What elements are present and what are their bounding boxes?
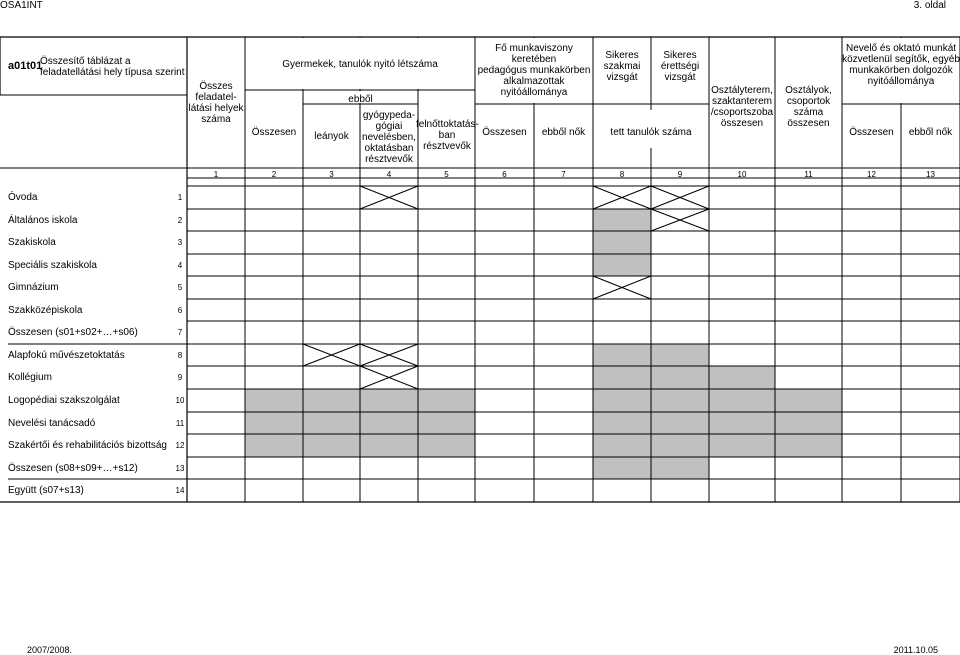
disabled-cell xyxy=(418,412,475,434)
disabled-cell xyxy=(593,254,651,276)
row-number: 4 xyxy=(177,261,183,270)
data-entry-cell[interactable] xyxy=(843,255,900,275)
row-number: 12 xyxy=(175,441,185,450)
data-entry-cell[interactable] xyxy=(710,187,774,208)
data-entry-cell[interactable] xyxy=(710,322,774,343)
col-header-2: Összesen xyxy=(251,127,297,138)
data-entry-cell[interactable] xyxy=(188,390,244,411)
data-entry-cell[interactable] xyxy=(361,232,417,253)
disabled-cell xyxy=(245,412,303,434)
data-entry-cell[interactable] xyxy=(902,345,959,365)
column-number: 6 xyxy=(502,170,507,179)
disabled-cell xyxy=(651,412,709,434)
data-entry-cell[interactable] xyxy=(710,255,774,275)
data-entry-cell[interactable] xyxy=(188,300,244,320)
column-number: 12 xyxy=(867,170,876,179)
data-entry-cell[interactable] xyxy=(535,435,592,456)
disabled-cell xyxy=(651,434,709,457)
data-entry-cell[interactable] xyxy=(476,345,533,365)
data-entry-cell[interactable] xyxy=(304,187,359,208)
data-entry-cell[interactable] xyxy=(902,277,959,298)
data-entry-cell[interactable] xyxy=(361,300,417,320)
data-entry-cell[interactable] xyxy=(652,480,708,501)
row-number: 5 xyxy=(177,283,183,292)
disabled-cell xyxy=(360,412,418,434)
row-label: Együtt (s07+s13) xyxy=(8,485,84,496)
ebbol-subheader: ebből xyxy=(348,94,373,105)
col-header-3: leányok xyxy=(314,131,349,142)
row-number: 7 xyxy=(177,328,183,337)
data-entry-cell[interactable] xyxy=(535,413,592,433)
data-entry-cell[interactable] xyxy=(419,300,474,320)
column-number: 2 xyxy=(271,170,277,179)
data-entry-cell[interactable] xyxy=(843,210,900,230)
data-entry-cell[interactable] xyxy=(476,322,533,343)
data-entry-cell[interactable] xyxy=(188,413,244,433)
column-number: 11 xyxy=(804,170,813,179)
data-entry-cell[interactable] xyxy=(902,232,959,253)
data-entry-cell[interactable] xyxy=(361,322,417,343)
disabled-cell xyxy=(593,209,651,231)
data-entry-cell[interactable] xyxy=(902,458,959,478)
data-entry-cell[interactable] xyxy=(188,322,244,343)
column-number: 8 xyxy=(619,170,625,179)
table-title: Összesítő táblázat a feladatellátási hely típusa szerint xyxy=(40,56,185,78)
data-entry-cell[interactable] xyxy=(710,232,774,253)
table-code: a01t01 xyxy=(8,60,43,72)
data-entry-cell[interactable] xyxy=(419,210,474,230)
disabled-cell xyxy=(593,434,651,457)
disabled-cell xyxy=(709,412,775,434)
data-entry-cell[interactable] xyxy=(776,458,841,478)
data-entry-cell[interactable] xyxy=(535,480,592,501)
data-entry-cell[interactable] xyxy=(843,390,900,411)
data-entry-cell[interactable] xyxy=(652,255,708,275)
data-entry-cell[interactable] xyxy=(535,277,592,298)
data-entry-cell[interactable] xyxy=(419,322,474,343)
data-entry-cell[interactable] xyxy=(246,458,302,478)
data-entry-cell[interactable] xyxy=(843,345,900,365)
disabled-cell xyxy=(303,412,360,434)
row-label: Összesen (s08+s09+…+s12) xyxy=(8,463,138,474)
data-entry-cell[interactable] xyxy=(304,458,359,478)
disabled-cell xyxy=(709,366,775,389)
data-entry-cell[interactable] xyxy=(535,390,592,411)
col-header-1: Összes feladatel- látási helyek száma xyxy=(188,81,244,125)
data-entry-cell[interactable] xyxy=(902,210,959,230)
data-entry-cell[interactable] xyxy=(594,322,650,343)
disabled-cell xyxy=(775,389,842,412)
data-entry-cell[interactable] xyxy=(246,345,302,365)
data-entry-cell[interactable] xyxy=(246,322,302,343)
data-entry-cell[interactable] xyxy=(710,480,774,501)
data-entry-cell[interactable] xyxy=(419,345,474,365)
data-entry-cell[interactable] xyxy=(776,322,841,343)
data-entry-cell[interactable] xyxy=(246,255,302,275)
col-header-12: Összesen xyxy=(849,127,894,138)
exam-subheader: tett tanulók száma xyxy=(610,127,692,138)
matura-exam-header: Sikeres érettségi vizsgát xyxy=(660,50,700,83)
data-entry-cell[interactable] xyxy=(246,367,302,388)
row-number: 9 xyxy=(177,373,183,382)
data-entry-cell[interactable] xyxy=(476,435,533,456)
col-header-4: gyógypeda- gógiai nevelésben, oktatásban résztvevők xyxy=(362,110,416,165)
disabled-cell xyxy=(775,412,842,434)
data-entry-cell[interactable] xyxy=(843,277,900,298)
disabled-cell xyxy=(775,434,842,457)
disabled-cell xyxy=(709,434,775,457)
teachers-group-header: Fő munkaviszony keretében pedagógus munkakörben alkalmazottak nyitóállománya xyxy=(477,43,591,98)
data-entry-cell[interactable] xyxy=(188,210,244,230)
data-entry-cell[interactable] xyxy=(476,187,533,208)
data-entry-cell[interactable] xyxy=(476,413,533,433)
row-label: Logopédiai szakszolgálat xyxy=(8,395,120,406)
column-number: 10 xyxy=(737,170,747,179)
data-entry-cell[interactable] xyxy=(246,277,302,298)
data-entry-cell[interactable] xyxy=(843,322,900,343)
disabled-cell xyxy=(418,434,475,457)
row-label: Szakiskola xyxy=(8,237,56,248)
data-entry-cell[interactable] xyxy=(304,300,359,320)
data-entry-cell[interactable] xyxy=(361,210,417,230)
print-date: 2011.10.05 xyxy=(893,645,938,655)
disabled-cell xyxy=(651,344,709,366)
data-entry-cell[interactable] xyxy=(902,187,959,208)
data-entry-cell[interactable] xyxy=(902,322,959,343)
data-entry-cell[interactable] xyxy=(304,322,359,343)
data-entry-cell[interactable] xyxy=(419,480,474,501)
disabled-cell xyxy=(360,434,418,457)
data-entry-cell[interactable] xyxy=(535,255,592,275)
data-entry-cell[interactable] xyxy=(304,480,359,501)
data-entry-cell[interactable] xyxy=(188,187,244,208)
row-label: Speciális szakiskola xyxy=(8,260,97,271)
disabled-cell xyxy=(593,366,651,389)
disabled-cell xyxy=(360,389,418,412)
row-number: 14 xyxy=(175,486,185,495)
data-entry-cell[interactable] xyxy=(776,300,841,320)
data-entry-cell[interactable] xyxy=(776,232,841,253)
data-entry-cell[interactable] xyxy=(710,277,774,298)
data-entry-cell[interactable] xyxy=(419,367,474,388)
data-entry-cell[interactable] xyxy=(361,480,417,501)
children-group-header: Gyermekek, tanulók nyitó létszáma xyxy=(282,59,438,70)
row-number: 6 xyxy=(177,306,183,315)
data-entry-cell[interactable] xyxy=(476,300,533,320)
disabled-cell xyxy=(245,389,303,412)
col-header-7: ebből nők xyxy=(541,127,586,138)
col-header-6: Összesen xyxy=(482,127,527,138)
row-number: 2 xyxy=(177,216,183,225)
disabled-cell xyxy=(593,457,651,479)
disabled-cell xyxy=(651,389,709,412)
data-entry-cell[interactable] xyxy=(188,345,244,365)
data-entry-cell[interactable] xyxy=(476,210,533,230)
row-number: 3 xyxy=(177,238,183,247)
data-entry-cell[interactable] xyxy=(776,210,841,230)
disabled-cell xyxy=(418,389,475,412)
data-entry-cell[interactable] xyxy=(476,390,533,411)
row-number: 13 xyxy=(175,464,185,473)
data-entry-cell[interactable] xyxy=(776,187,841,208)
data-entry-cell[interactable] xyxy=(535,367,592,388)
row-number: 8 xyxy=(177,351,183,360)
column-number: 9 xyxy=(677,170,683,179)
data-entry-cell[interactable] xyxy=(535,187,592,208)
data-entry-cell[interactable] xyxy=(188,232,244,253)
data-entry-cell[interactable] xyxy=(776,480,841,501)
data-entry-cell[interactable] xyxy=(188,367,244,388)
data-entry-cell[interactable] xyxy=(776,345,841,365)
data-entry-cell[interactable] xyxy=(535,300,592,320)
data-entry-cell[interactable] xyxy=(776,367,841,388)
row-label: Szakértői és rehabilitációs bizottság xyxy=(8,440,167,451)
data-entry-cell[interactable] xyxy=(419,232,474,253)
data-entry-cell[interactable] xyxy=(304,277,359,298)
row-number: 11 xyxy=(175,419,185,428)
col-header-11: Osztályok, csoportok száma összesen xyxy=(785,85,832,129)
page-number: 3. oldal xyxy=(913,0,946,11)
data-entry-cell[interactable] xyxy=(902,300,959,320)
data-entry-cell[interactable] xyxy=(535,458,592,478)
data-entry-cell[interactable] xyxy=(652,322,708,343)
disabled-cell xyxy=(593,344,651,366)
data-entry-cell[interactable] xyxy=(594,480,650,501)
row-number: 1 xyxy=(177,193,183,202)
data-entry-cell[interactable] xyxy=(188,255,244,275)
data-entry-cell[interactable] xyxy=(246,480,302,501)
disabled-cell xyxy=(303,389,360,412)
data-entry-cell[interactable] xyxy=(652,300,708,320)
data-entry-cell[interactable] xyxy=(361,277,417,298)
data-entry-cell[interactable] xyxy=(188,435,244,456)
row-label: Kollégium xyxy=(8,372,52,383)
column-number: 4 xyxy=(386,170,392,179)
data-entry-cell[interactable] xyxy=(776,255,841,275)
row-label: Alapfokú művészetoktatás xyxy=(8,350,125,361)
disabled-cell xyxy=(303,434,360,457)
disabled-cell xyxy=(593,389,651,412)
disabled-cell xyxy=(593,231,651,254)
vocational-exam-header: Sikeres szakmai vizsgát xyxy=(603,50,641,83)
data-entry-cell[interactable] xyxy=(246,210,302,230)
data-entry-cell[interactable] xyxy=(902,413,959,433)
data-entry-cell[interactable] xyxy=(843,232,900,253)
data-entry-cell[interactable] xyxy=(419,187,474,208)
data-entry-cell[interactable] xyxy=(476,480,533,501)
data-entry-cell[interactable] xyxy=(246,300,302,320)
data-entry-cell[interactable] xyxy=(776,277,841,298)
data-entry-cell[interactable] xyxy=(843,480,900,501)
data-entry-cell[interactable] xyxy=(419,458,474,478)
data-entry-cell[interactable] xyxy=(535,345,592,365)
column-number: 7 xyxy=(561,170,566,179)
data-entry-cell[interactable] xyxy=(188,458,244,478)
data-entry-cell[interactable] xyxy=(843,435,900,456)
row-label: Általános iskola xyxy=(8,215,78,226)
data-entry-cell[interactable] xyxy=(188,480,244,501)
col-header-13: ebből nők xyxy=(908,127,953,138)
data-entry-cell[interactable] xyxy=(843,413,900,433)
disabled-cell xyxy=(709,389,775,412)
data-entry-cell[interactable] xyxy=(476,277,533,298)
row-label: Gimnázium xyxy=(8,282,59,293)
column-number: 1 xyxy=(213,170,219,179)
data-entry-cell[interactable] xyxy=(476,458,533,478)
row-number: 10 xyxy=(175,396,185,405)
data-entry-cell[interactable] xyxy=(843,187,900,208)
data-entry-cell[interactable] xyxy=(902,435,959,456)
data-entry-cell[interactable] xyxy=(710,300,774,320)
row-label: Óvoda xyxy=(8,192,38,203)
data-entry-cell[interactable] xyxy=(843,300,900,320)
data-entry-cell[interactable] xyxy=(304,210,359,230)
col-header-5: felnőttoktatás- ban résztvevők xyxy=(416,119,479,152)
data-entry-cell[interactable] xyxy=(843,367,900,388)
data-entry-cell[interactable] xyxy=(535,232,592,253)
col-header-10: Osztályterem, szaktanterem /csoportszoba összesen xyxy=(710,85,774,129)
data-entry-cell[interactable] xyxy=(304,367,359,388)
column-number: 13 xyxy=(926,170,935,179)
data-entry-cell[interactable] xyxy=(594,300,650,320)
disabled-cell xyxy=(651,457,709,479)
data-entry-cell[interactable] xyxy=(843,458,900,478)
data-entry-cell[interactable] xyxy=(902,367,959,388)
data-entry-cell[interactable] xyxy=(188,277,244,298)
data-entry-cell[interactable] xyxy=(652,277,708,298)
data-entry-cell[interactable] xyxy=(361,458,417,478)
data-entry-cell[interactable] xyxy=(361,255,417,275)
data-entry-cell[interactable] xyxy=(710,210,774,230)
data-entry-cell[interactable] xyxy=(476,232,533,253)
data-entry-cell[interactable] xyxy=(246,187,302,208)
data-entry-cell[interactable] xyxy=(476,367,533,388)
disabled-cell xyxy=(593,412,651,434)
data-entry-cell[interactable] xyxy=(652,232,708,253)
data-entry-cell[interactable] xyxy=(710,458,774,478)
report-code-header: OSA1INT xyxy=(0,0,43,11)
data-entry-cell[interactable] xyxy=(304,232,359,253)
row-label: Összesen (s01+s02+…+s06) xyxy=(8,327,138,338)
data-entry-cell[interactable] xyxy=(476,255,533,275)
data-entry-cell[interactable] xyxy=(419,255,474,275)
data-entry-cell[interactable] xyxy=(535,210,592,230)
data-entry-cell[interactable] xyxy=(246,232,302,253)
data-entry-cell[interactable] xyxy=(902,390,959,411)
row-label: Szakközépiskola xyxy=(8,305,83,316)
school-year: 2007/2008. xyxy=(27,645,73,655)
column-number: 5 xyxy=(444,170,449,179)
data-entry-cell[interactable] xyxy=(419,277,474,298)
disabled-cell xyxy=(651,366,709,389)
data-entry-cell[interactable] xyxy=(535,322,592,343)
column-number: 3 xyxy=(329,170,334,179)
data-entry-cell[interactable] xyxy=(710,345,774,365)
data-entry-cell[interactable] xyxy=(902,480,959,501)
disabled-cell xyxy=(245,434,303,457)
data-entry-cell[interactable] xyxy=(304,255,359,275)
helpers-group-header: Nevelő és oktató munkát közvetlenül segítők, egyéb munkakörben dolgozók nyitóállománya xyxy=(842,43,960,87)
data-entry-cell[interactable] xyxy=(902,255,959,275)
row-label: Nevelési tanácsadó xyxy=(8,418,96,429)
